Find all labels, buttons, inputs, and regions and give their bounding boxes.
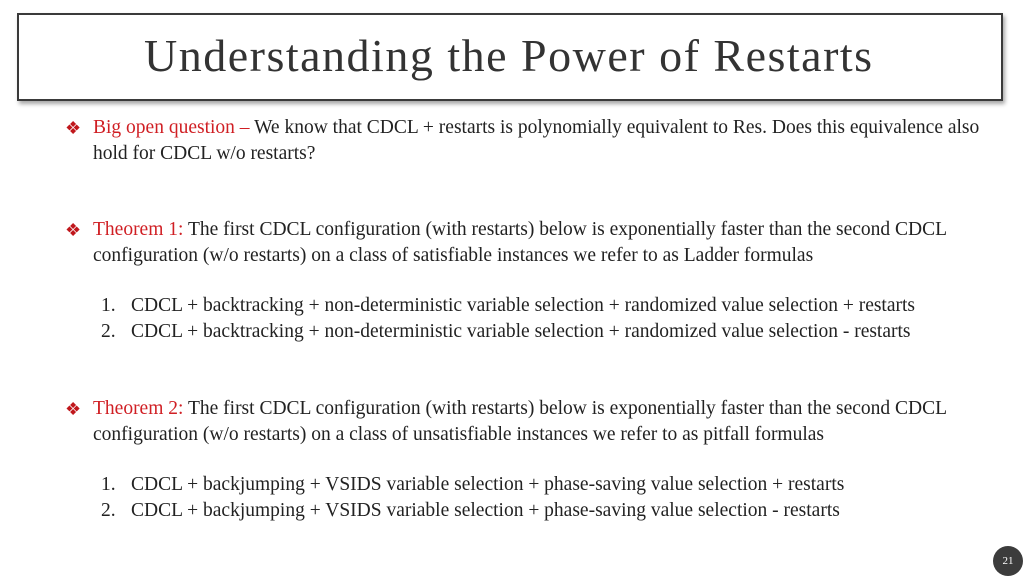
list-number: 2. <box>101 321 116 342</box>
diamond-bullet-icon: ❖ <box>65 220 82 240</box>
bullet-lead: Theorem 2: <box>93 398 184 419</box>
list-item <box>101 319 1001 345</box>
bullet-theorem-2 <box>65 396 995 448</box>
bullet-body: The first CDCL configuration (with restarts) below is exponentially faster than the second CDCL configuration (w/o restarts) on a class of unsatisfiable instances we refer to as pitfall formulas <box>93 398 947 445</box>
list-text: CDCL + backtracking + non-deterministic variable selection + randomized value selection - restarts <box>131 321 911 342</box>
list-text: CDCL + backtracking + non-deterministic variable selection + randomized value selection + restarts <box>131 295 916 316</box>
list-item <box>101 498 1001 524</box>
list-text: CDCL + backjumping + VSIDS variable selection + phase-saving value selection + restarts <box>131 474 845 495</box>
diamond-bullet-icon: ❖ <box>65 118 82 138</box>
diamond-bullet-icon: ❖ <box>65 399 82 419</box>
theorem-2-list <box>101 472 1001 524</box>
list-number: 2. <box>101 500 116 521</box>
list-text: CDCL + backjumping + VSIDS variable selection + phase-saving value selection - restarts <box>131 500 840 521</box>
list-item <box>101 293 1001 319</box>
bullet-body: We know that CDCL + restarts is polynomially equivalent to Res. Does this equivalence also hold for CDCL w/o restarts? <box>93 117 980 164</box>
bullet-text <box>93 396 995 448</box>
page-number-badge: 21 <box>993 546 1023 576</box>
bullet-body: The first CDCL configuration (with restarts) below is exponentially faster than the second CDCL configuration (w/o restarts) on a class of satisfiable instances we refer to as Ladder formulas <box>93 219 947 266</box>
bullet-theorem-1 <box>65 217 995 269</box>
bullet-lead: Big open question – <box>93 117 250 138</box>
slide-title: Understanding the Power of Restarts <box>144 30 874 81</box>
bullet-text <box>93 115 995 167</box>
bullet-open-question <box>65 115 995 167</box>
title-box <box>17 13 1003 101</box>
theorem-1-list <box>101 293 1001 345</box>
bullet-text <box>93 217 995 269</box>
list-number: 1. <box>101 474 116 495</box>
list-number: 1. <box>101 295 116 316</box>
bullet-lead: Theorem 1: <box>93 219 184 240</box>
list-item <box>101 472 1001 498</box>
